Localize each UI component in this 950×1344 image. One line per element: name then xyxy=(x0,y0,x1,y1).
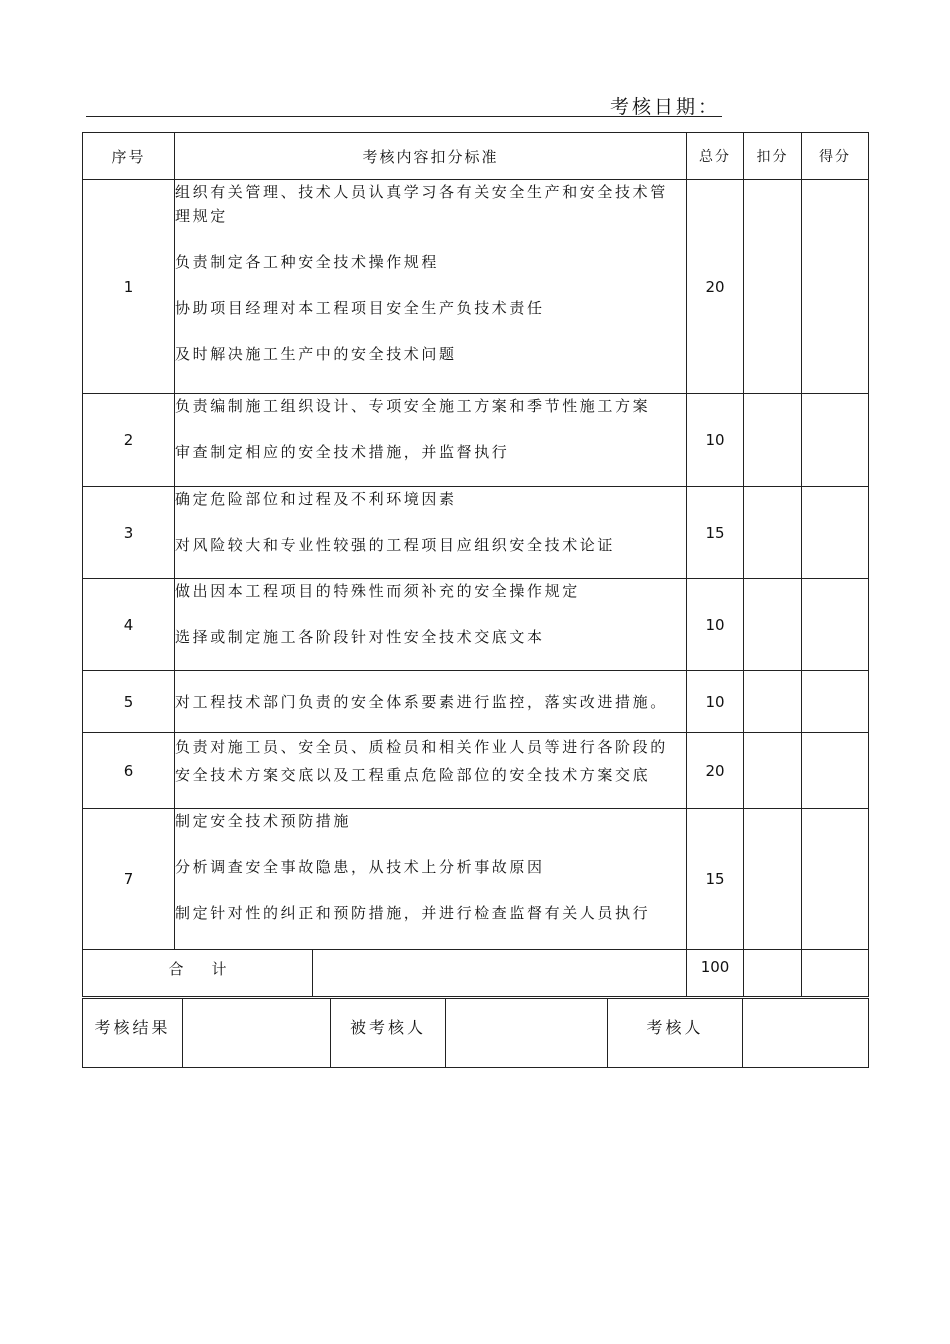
total-deduct-cell xyxy=(744,950,802,997)
exam-date-label: 考核日期： xyxy=(609,96,720,118)
content-line: 协助项目经理对本工程项目安全生产负技术责任 xyxy=(175,299,545,317)
header-score: 得分 xyxy=(802,133,869,180)
row-deduct-cell xyxy=(744,671,802,733)
row-deduct-cell xyxy=(744,733,802,809)
content-line: 对工程技术部门负责的安全体系要素进行监控，落实改进措施。 xyxy=(175,692,668,711)
row-total-score: 10 xyxy=(687,671,744,733)
row-deduct-cell xyxy=(744,394,802,487)
row-content xyxy=(175,671,687,733)
row-content xyxy=(175,809,687,950)
content-line: 负责对施工员、安全员、质检员和相关作业人员等进行各阶段的 xyxy=(175,738,668,756)
signature-row xyxy=(83,999,869,1068)
content-line: 审查制定相应的安全技术措施，并监督执行 xyxy=(175,443,510,461)
total-label-a: 合 xyxy=(168,960,184,978)
total-score-cell xyxy=(802,950,869,997)
assessee-label: 被考核人 xyxy=(331,999,446,1068)
header-content: 考核内容扣分标准 xyxy=(175,133,687,180)
content-line: 分析调查安全事故隐患，从技术上分析事故原因 xyxy=(175,858,545,876)
row-content xyxy=(175,394,687,487)
row-score-cell xyxy=(802,733,869,809)
table-row xyxy=(83,487,869,579)
row-number: 3 xyxy=(83,487,175,579)
content-line: 安全技术方案交底以及工程重点危险部位的安全技术方案交底 xyxy=(175,766,651,784)
row-content xyxy=(175,487,687,579)
header-seq: 序号 xyxy=(83,133,175,180)
content-line: 选择或制定施工各阶段针对性安全技术交底文本 xyxy=(175,628,545,646)
row-total-score: 20 xyxy=(687,733,744,809)
assessor-field[interactable] xyxy=(743,999,869,1068)
row-total-score: 20 xyxy=(687,180,744,394)
result-label: 考核结果 xyxy=(83,999,183,1068)
total-row xyxy=(83,950,869,997)
content-line: 及时解决施工生产中的安全技术问题 xyxy=(175,345,457,363)
row-deduct-cell xyxy=(744,487,802,579)
signature-table xyxy=(82,998,869,1068)
assessee-field[interactable] xyxy=(446,999,608,1068)
content-line: 做出因本工程项目的特殊性而须补充的安全操作规定 xyxy=(175,582,580,600)
header-line xyxy=(86,88,722,117)
assessor-label: 考核人 xyxy=(608,999,743,1068)
row-score-cell xyxy=(802,487,869,579)
row-score-cell xyxy=(802,671,869,733)
row-number: 6 xyxy=(83,733,175,809)
row-deduct-cell xyxy=(744,579,802,671)
total-blank-cell xyxy=(313,950,687,997)
content-line: 制定安全技术预防措施 xyxy=(175,812,352,830)
row-deduct-cell xyxy=(744,180,802,394)
row-score-cell xyxy=(802,809,869,950)
row-total-score: 10 xyxy=(687,394,744,487)
row-score-cell xyxy=(802,394,869,487)
row-deduct-cell xyxy=(744,809,802,950)
content-line: 对风险较大和专业性较强的工程项目应组织安全技术论证 xyxy=(175,536,616,554)
header-row xyxy=(83,133,869,180)
table-row xyxy=(83,180,869,394)
row-number: 2 xyxy=(83,394,175,487)
table-row xyxy=(83,394,869,487)
content-line: 负责编制施工组织设计、专项安全施工方案和季节性施工方案 xyxy=(175,397,651,415)
row-content xyxy=(175,579,687,671)
header-deduct: 扣分 xyxy=(744,133,802,180)
row-number: 4 xyxy=(83,579,175,671)
total-label xyxy=(83,950,313,997)
row-content xyxy=(175,180,687,394)
assessment-table xyxy=(82,132,869,997)
row-number: 7 xyxy=(83,809,175,950)
row-content xyxy=(175,733,687,809)
total-value: 100 xyxy=(687,950,744,997)
row-number: 1 xyxy=(83,180,175,394)
row-total-score: 15 xyxy=(687,487,744,579)
content-line: 负责制定各工种安全技术操作规程 xyxy=(175,253,440,271)
row-total-score: 10 xyxy=(687,579,744,671)
row-total-score: 15 xyxy=(687,809,744,950)
table-row xyxy=(83,671,869,733)
table-row xyxy=(83,809,869,950)
content-line: 组织有关管理、技术人员认真学习各有关安全生产和安全技术管 xyxy=(175,183,668,201)
content-line: 确定危险部位和过程及不利环境因素 xyxy=(175,490,457,508)
content-line: 制定针对性的纠正和预防措施，并进行检查监督有关人员执行 xyxy=(175,904,651,922)
result-field[interactable] xyxy=(183,999,331,1068)
content-line: 理规定 xyxy=(175,207,228,225)
table-row xyxy=(83,579,869,671)
row-number: 5 xyxy=(83,671,175,733)
row-score-cell xyxy=(802,579,869,671)
table-row xyxy=(83,733,869,809)
header-total: 总分 xyxy=(687,133,744,180)
row-score-cell xyxy=(802,180,869,394)
total-label-b: 计 xyxy=(211,960,227,978)
